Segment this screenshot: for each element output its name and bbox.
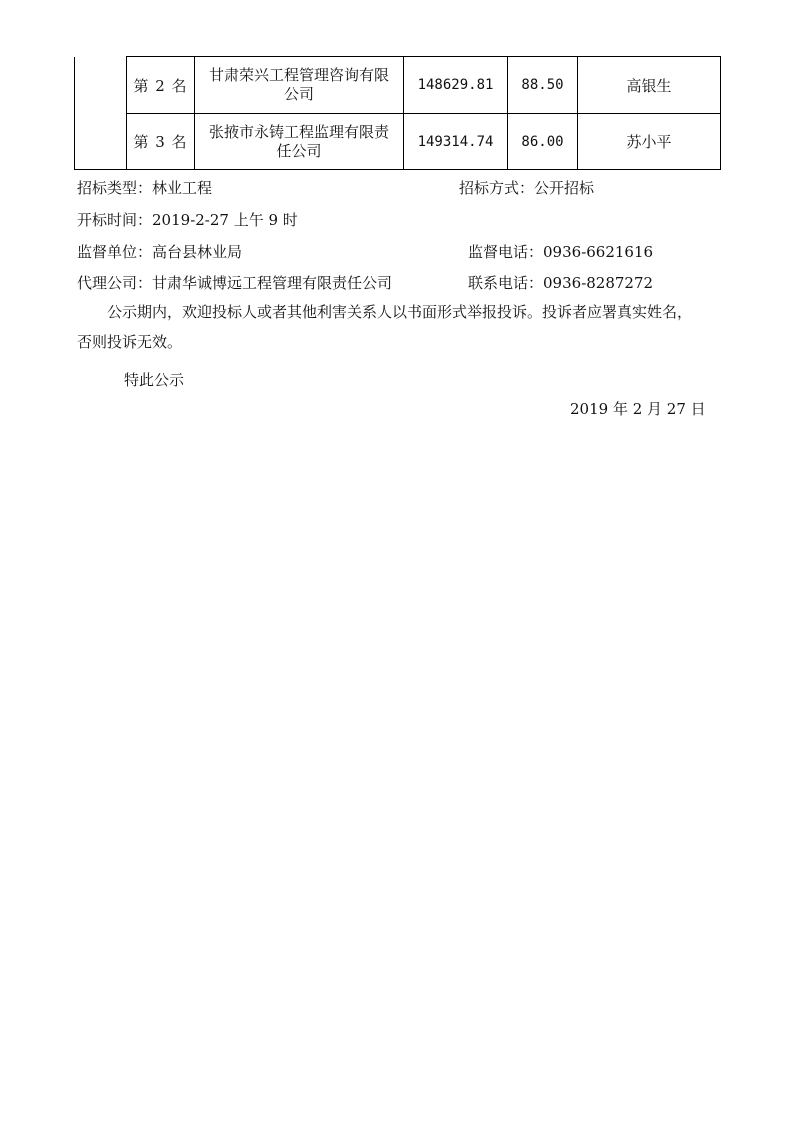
notice-line-1: 公示期内，欢迎投标人或者其他利害关系人以书面形式举报投诉。投诉者应署真实姓名，: [107, 303, 693, 321]
bid-method-value: 公开招标: [534, 179, 595, 197]
open-time-label: 开标时间：: [77, 211, 153, 229]
price-cell: 149314.74: [404, 114, 508, 170]
company-line: 公司: [283, 85, 314, 103]
score-cell: 86.00: [508, 114, 578, 170]
rank-cell: 第 3 名: [127, 114, 195, 170]
merged-category-cell: [75, 57, 127, 170]
score-cell: 88.50: [508, 57, 578, 114]
rank-cell: 第 2 名: [127, 57, 195, 114]
open-time-value: 2019-2-27 上午 9 时: [152, 211, 298, 229]
company-cell: [195, 114, 404, 170]
company-line: 甘肃荣兴工程管理咨询有限: [208, 66, 389, 84]
company-line: 任公司: [276, 141, 322, 160]
bid-type-label: 招标类型：: [77, 179, 153, 197]
contact-phone-value: 0936-8287272: [543, 274, 654, 292]
company-line: 张掖市永铸工程监理有限责: [208, 122, 389, 141]
notice-line-2: 否则投诉无效。: [77, 333, 183, 351]
person-cell: 高银生: [578, 57, 721, 114]
closing-text: 特此公示: [124, 371, 185, 389]
notice-date: 2019 年 2 月 27 日: [570, 400, 706, 418]
person-cell: 苏小平: [578, 114, 721, 170]
supervisor-line: [77, 241, 242, 262]
agent-line: [77, 272, 392, 293]
contact-phone-label: 联系电话：: [468, 274, 544, 292]
supervisor-phone-label: 监督电话：: [468, 243, 544, 261]
agent-value: 甘肃华诚博远工程管理有限责任公司: [152, 274, 393, 292]
price-cell: 148629.81: [404, 57, 508, 114]
supervisor-label: 监督单位：: [77, 243, 153, 261]
bid-type-line: [77, 177, 212, 198]
supervisor-phone-line: [468, 241, 653, 262]
supervisor-phone-value: 0936-6621616: [543, 243, 654, 261]
bid-type-value: 林业工程: [152, 179, 213, 197]
company-cell: [195, 57, 404, 114]
contact-phone-line: [468, 272, 653, 293]
open-time-line: [77, 209, 298, 230]
table-row: [75, 57, 721, 114]
table-row: [75, 114, 721, 170]
bid-method-line: [459, 177, 594, 198]
bid-method-label: 招标方式：: [459, 179, 535, 197]
supervisor-value: 高台县林业局: [152, 243, 243, 261]
results-table: [74, 56, 721, 170]
agent-label: 代理公司：: [77, 274, 153, 292]
